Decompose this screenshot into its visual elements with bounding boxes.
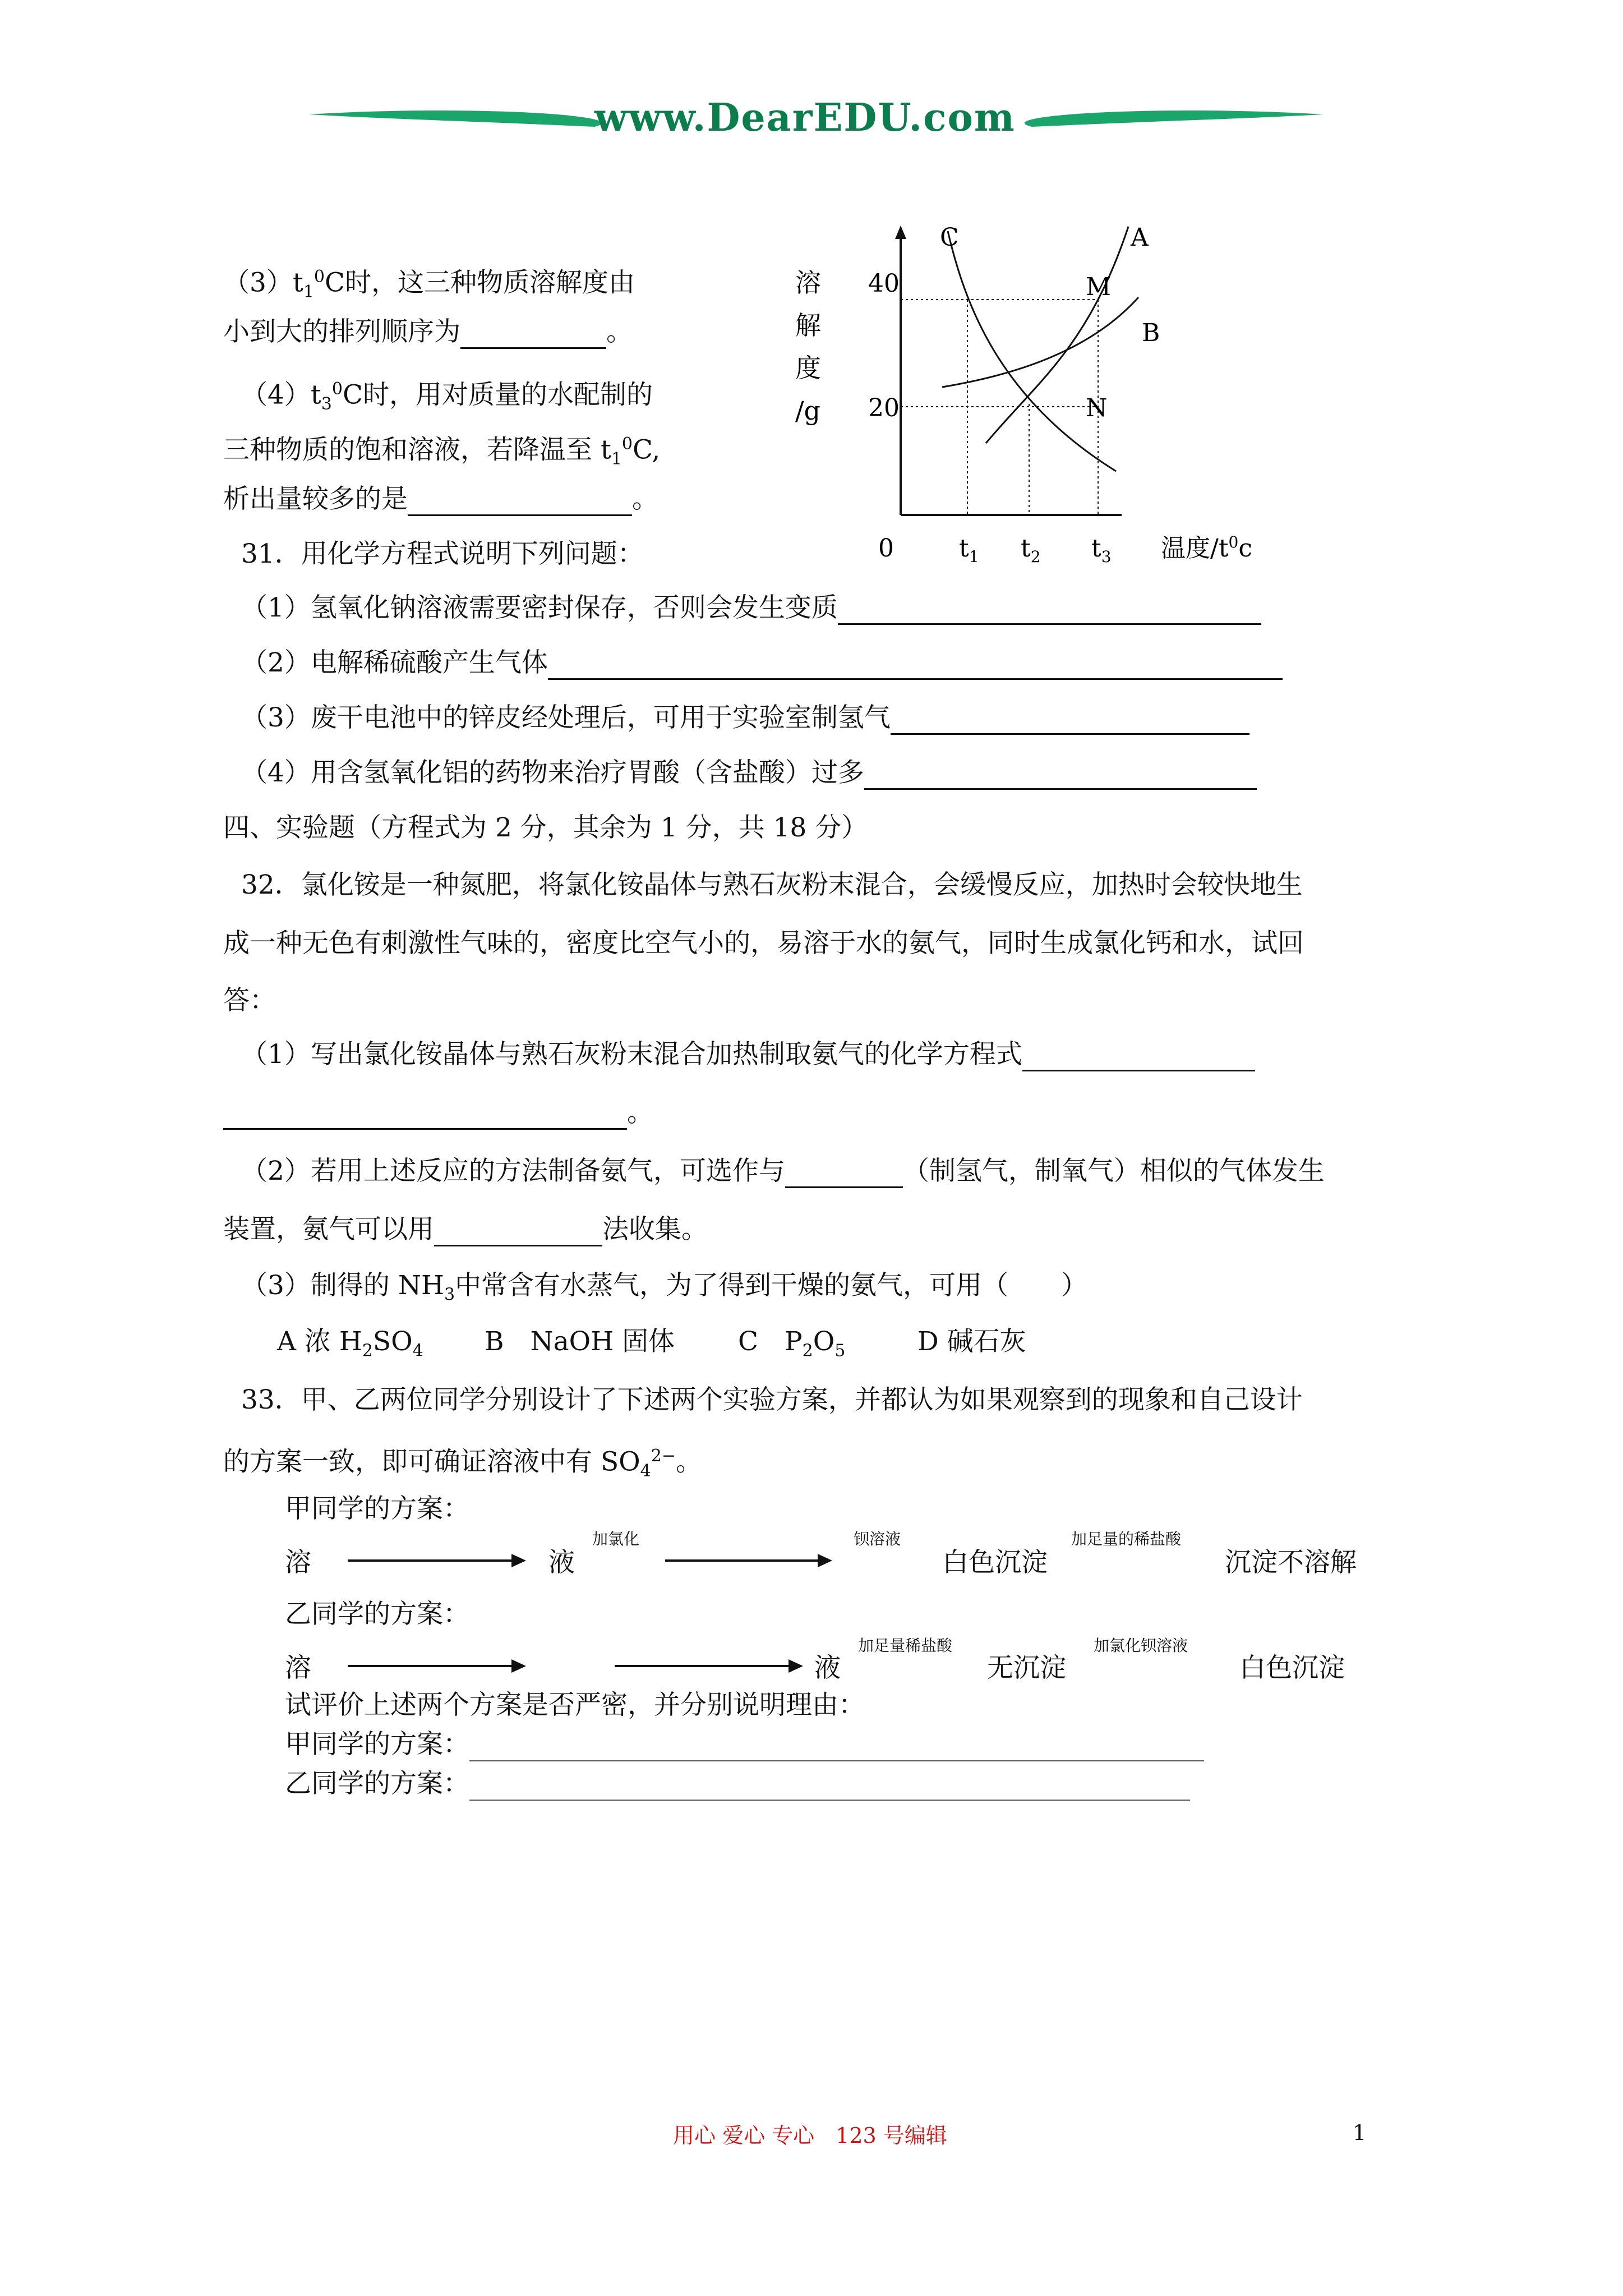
series-label-a: A bbox=[1131, 223, 1149, 252]
answer-blank[interactable] bbox=[434, 1220, 602, 1246]
answer-blank[interactable] bbox=[891, 708, 1249, 735]
q32-option-a[interactable]: A 浓 $H_2SO_4$ bbox=[277, 1326, 423, 1361]
q33-jia-answer: 甲同学的方案： bbox=[285, 1728, 1204, 1761]
header-logo: www.DearEDU.com bbox=[594, 95, 1016, 140]
jia-reagent-2: 加足量的稀盐酸 bbox=[1071, 1530, 1182, 1548]
q32-option-c[interactable]: C $P_2O_5$ bbox=[738, 1326, 846, 1361]
jia-flow-mid: 液 bbox=[548, 1547, 575, 1578]
q30-part3-line1: $(3)t_1^0C$时，这三种物质溶解度由 bbox=[223, 267, 635, 302]
y-label-3: 度 bbox=[795, 353, 821, 383]
y-tick-20: 20 bbox=[868, 394, 900, 422]
y-label-2: 解 bbox=[795, 310, 821, 341]
answer-blank[interactable] bbox=[864, 763, 1257, 790]
series-label-b: B bbox=[1142, 319, 1160, 347]
jia-result-1: 白色沉淀 bbox=[942, 1547, 1048, 1578]
q33-line1: 33．甲、乙两位同学分别设计了下述两个实验方案，并都认为如果观察到的现象和自己设计 bbox=[241, 1384, 1303, 1415]
curve-b bbox=[942, 297, 1138, 387]
arrow-icon bbox=[348, 1549, 527, 1572]
q33-yi-title: 乙同学的方案： bbox=[285, 1599, 469, 1630]
x-axis-label: 温度$/t^0c$ bbox=[1161, 533, 1252, 563]
footer-text: 用心 爱心 专心 123 号编辑 bbox=[673, 2123, 947, 2148]
q33-line2: 的方案一致，即可确证溶液中有 $SO_4^{2-}$。 bbox=[223, 1446, 702, 1481]
answer-blank[interactable] bbox=[838, 599, 1261, 625]
q30-part4-line2: 三种物质的饱和溶液，若降温至 $t_1^0C$, bbox=[223, 434, 661, 470]
q32-line1: 32．氯化铵是一种氮肥，将氯化铵晶体与熟石灰粉末混合，会缓慢反应，加热时会较快地生 bbox=[241, 869, 1303, 900]
yi-result-2: 白色沉淀 bbox=[1239, 1653, 1345, 1683]
q32-part1-continued: 。 bbox=[223, 1096, 653, 1130]
q31-item-1: （1）氢氧化钠溶液需要密封保存，否则会发生变质 bbox=[241, 591, 1261, 625]
point-label-n: N bbox=[1086, 394, 1108, 422]
yi-flow-mid: 液 bbox=[814, 1653, 841, 1683]
x-tick-t1: $t_1$ bbox=[959, 534, 979, 566]
x-tick-t3: $t_3$ bbox=[1091, 534, 1112, 566]
section-4-title: 四、实验题（方程式为 2 分，其余为 1 分，共 18 分） bbox=[223, 812, 868, 843]
q30-part3-line2: 小到大的排列顺序为 。 bbox=[223, 315, 633, 349]
yi-reagent-2: 加氯化钡溶液 bbox=[1094, 1636, 1188, 1655]
q33-jia-title: 甲同学的方案： bbox=[285, 1493, 469, 1524]
arrow-icon bbox=[348, 1655, 527, 1677]
answer-blank[interactable] bbox=[548, 654, 1283, 680]
left-swoosh-icon bbox=[308, 111, 602, 127]
q32-part3: （3）制得的 $NH_3$中常含有水蒸气，为了得到干燥的氨气，可用（ ） bbox=[241, 1270, 1088, 1305]
answer-blank[interactable] bbox=[469, 1738, 1204, 1761]
q32-part1: （1）写出氯化铵晶体与熟石灰粉末混合加热制取氨气的化学方程式 bbox=[241, 1038, 1255, 1071]
page-number: 1 bbox=[1353, 2120, 1367, 2145]
answer-blank[interactable] bbox=[223, 1103, 627, 1130]
yi-reagent-1: 加足量稀盐酸 bbox=[858, 1636, 953, 1655]
q31-item-4: （4）用含氢氧化铝的药物来治疗胃酸（含盐酸）过多 bbox=[241, 756, 1257, 790]
answer-blank[interactable] bbox=[1022, 1045, 1255, 1071]
origin-label: 0 bbox=[878, 534, 894, 563]
x-tick-t2: $t_2$ bbox=[1021, 534, 1041, 566]
q31-item-2: （2）电解稀硫酸产生气体 bbox=[241, 646, 1283, 680]
y-label-4: /g bbox=[795, 395, 820, 426]
arrow-icon bbox=[665, 1549, 833, 1572]
q30-part4-line1: $(4)t_3^0C$时，用对质量的水配制的 bbox=[241, 379, 653, 415]
yi-flow-start: 溶 bbox=[285, 1653, 311, 1683]
jia-flow-start: 溶 bbox=[285, 1547, 311, 1578]
curve-c bbox=[948, 231, 1116, 471]
jia-result-2: 沉淀不溶解 bbox=[1225, 1547, 1357, 1578]
q32-part2-line2: 装置，氨气可以用 法收集。 bbox=[223, 1213, 708, 1246]
q32-option-d[interactable]: D 碱石灰 bbox=[917, 1326, 1026, 1357]
q32-line3: 答： bbox=[223, 985, 276, 1016]
jia-reagent-1b: 钡溶液 bbox=[854, 1530, 901, 1548]
q32-part2-line1: （2）若用上述反应的方法制备氨气，可选作与 （制氢气，制氧气）相似的气体发生 bbox=[241, 1154, 1325, 1188]
point-label-m: M bbox=[1086, 273, 1112, 301]
series-label-c: C bbox=[940, 223, 959, 252]
q31-item-3: （3）废干电池中的锌皮经处理后，可用于实验室制氢气 bbox=[241, 701, 1249, 735]
yi-result-1: 无沉淀 bbox=[987, 1653, 1066, 1683]
q32-line2: 成一种无色有刺激性气味的，密度比空气小的，易溶于水的氨气，同时生成氯化钙和水，试回 bbox=[223, 928, 1304, 959]
y-axis-arrow-icon bbox=[895, 226, 906, 239]
q30-part4-line3: 析出量较多的是 。 bbox=[223, 482, 658, 516]
right-swoosh-icon bbox=[1025, 111, 1324, 127]
answer-blank[interactable] bbox=[460, 323, 606, 349]
q32-option-b[interactable]: B NaOH 固体 bbox=[485, 1326, 675, 1357]
answer-blank[interactable] bbox=[469, 1777, 1190, 1801]
arrow-icon bbox=[615, 1655, 805, 1677]
jia-reagent-1: 加氯化 bbox=[592, 1530, 640, 1548]
solubility-chart bbox=[774, 213, 1279, 583]
y-tick-40: 40 bbox=[868, 269, 900, 298]
y-label-1: 溶 bbox=[795, 268, 821, 298]
q31-title: 31．用化学方程式说明下列问题： bbox=[241, 539, 644, 569]
q33-eval: 试评价上述两个方案是否严密，并分别说明理由： bbox=[285, 1690, 865, 1720]
q33-yi-answer: 乙同学的方案： bbox=[285, 1767, 1190, 1801]
answer-blank[interactable] bbox=[785, 1162, 903, 1188]
answer-blank[interactable] bbox=[408, 490, 632, 516]
